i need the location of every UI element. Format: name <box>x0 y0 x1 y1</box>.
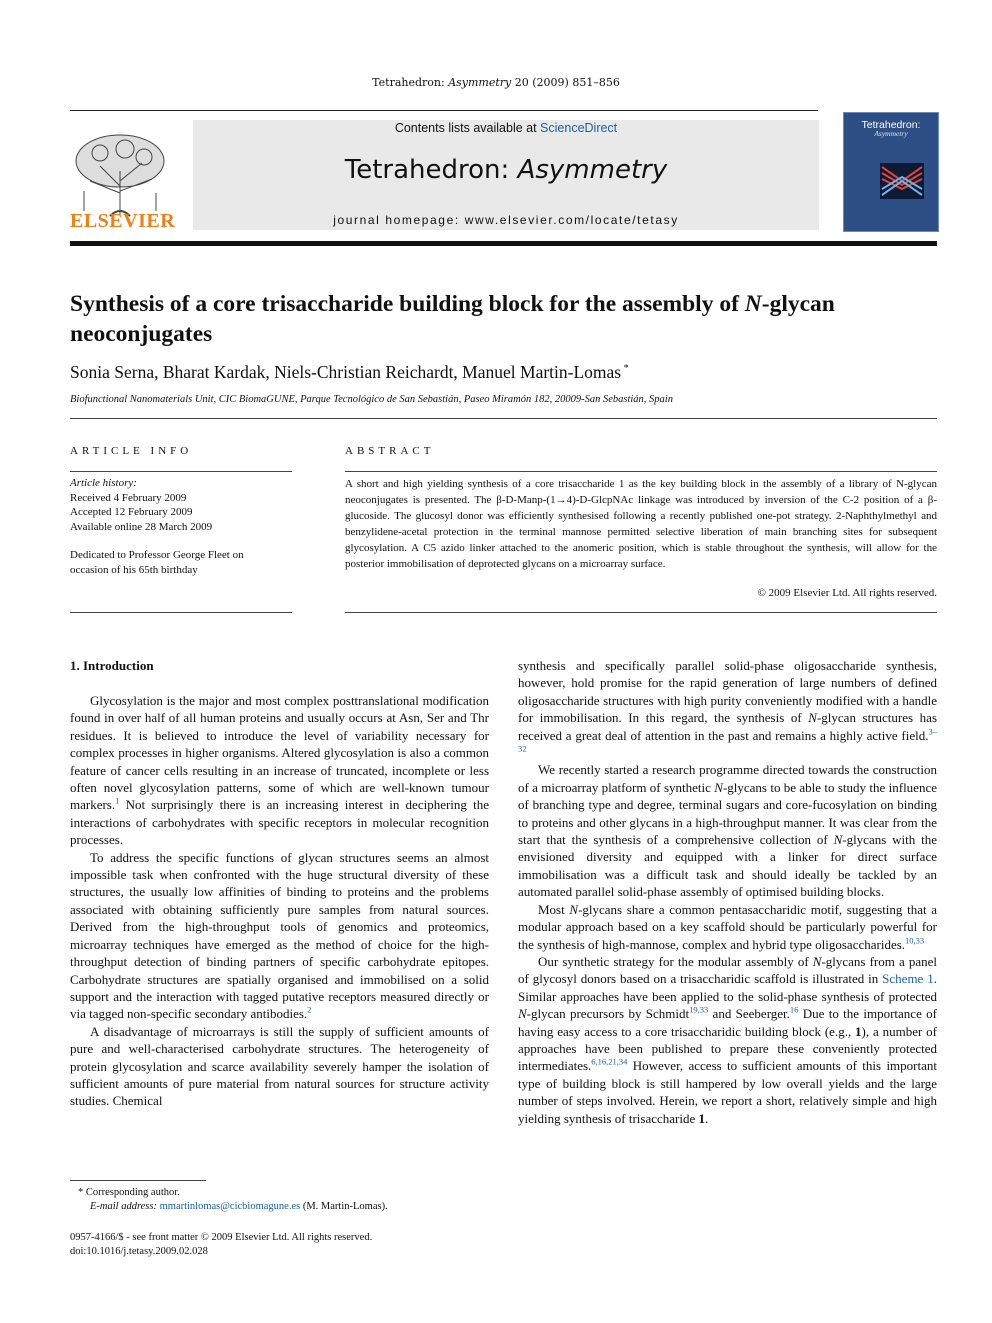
journal-name: Tetrahedron: Asymmetry <box>344 155 668 185</box>
paragraph: Most N-glycans share a common pentasaccharidic motif, suggesting that a modular approach based on a key scaffold should be particularly powerful for the synthesis of high-mannose, complex and hybrid type oligosaccharides.$^{10,33}$ <box>518 901 938 952</box>
sciencedirect-link[interactable]: ScienceDirect <box>540 121 618 135</box>
header-thick-rule <box>70 241 937 246</box>
body-column-right <box>518 657 937 1127</box>
doi-line[interactable]: doi:10.1016/j.tetasy.2009.02.028 <box>70 1246 208 1257</box>
reference-link[interactable]: 2 <box>307 1004 312 1015</box>
journal-homepage-link[interactable]: journal homepage: www.elsevier.com/locate/tetasy <box>333 213 679 227</box>
dedication: Dedicated to Professor George Fleet on <box>70 549 244 561</box>
paragraph: A disadvantage of microarrays is still the supply of sufficient amounts of pure and well-characterised carbohydrate structures. The heterogeneity of protein glycosylation and scarce availability severely hamper the isolation of sufficient amounts of pure material from natural sources for structure activity studies. Chemical <box>70 1023 489 1109</box>
reference-link[interactable]: 3–32 <box>518 726 937 754</box>
publisher-name: ELSEVIER <box>70 210 176 232</box>
contents-line: Contents lists available at ScienceDirect <box>394 121 618 135</box>
section-heading-introduction: 1. Introduction <box>70 658 154 673</box>
email-link[interactable]: mmartinlomas@cicbiomagune.es <box>159 1201 301 1212</box>
reference-link[interactable]: 6,16,21,34 <box>591 1057 628 1068</box>
paragraph: We recently started a research programme directed towards the construction of a microarray platform of synthetic N-glycans to be able to study the influence of branching type and degree, terminal sugars and core-fucosylation on binding to proteins and other glycans in a high-throughput manner. It was clear from the start that the synthesis of a comprehensive collection of N-glycans with the envisioned diversity and equipped with a linker for direct surface immobilisation was a difficult task and should ideally be tackled by an automated parallel solid-phase assembly of optimised building blocks. <box>518 762 937 900</box>
title-rule <box>70 418 937 419</box>
scheme-link[interactable]: Scheme 1 <box>882 971 934 987</box>
cover-subtitle: Asymmetry <box>874 129 908 138</box>
article-title: Synthesis of a core trisaccharide building block for the assembly of N-glycan neoconjugates <box>70 291 835 347</box>
footnote: * Corresponding author. E-mail address: mmartinlomas@cicbiomagune.es (M. Martin-Lomas). <box>78 1187 388 1212</box>
paragraph: Our synthetic strategy for the modular assembly of N-glycans from a panel of glycosyl donors based on a trisaccharidic scaffold is illustrated in Scheme 1. Similar approaches have been applied to the solid-phase synthesis of protected N-glycan precursors by Schmidt$^{19,33}$ and Seeberger.$^{16}$ Due to the importance of having easy access to a core trisaccharidic building block (e.g., 1), a number of approaches have been published to prepare these conveniently protected intermediates.$^{6,16,21,34}$ However, access to sufficient amounts of this important type of building block is still hampered by low overall yields and the large number of steps involved. Herein, we report a short, relatively simple and high yielding synthesis of trisaccharide 1. <box>518 953 937 1126</box>
body-column-left <box>70 692 489 1110</box>
journal-cover-image <box>843 112 939 232</box>
article-info-rule <box>70 471 292 472</box>
abstract-rule <box>345 471 937 472</box>
article-info-heading: ARTICLE INFO <box>70 445 193 457</box>
paragraph: Glycosylation is the major and most complex posttranslational modification found in over half of all human proteins and usually occurs at Asn, Ser and Thr residues. It is believed to introduce the level of variability necessary for complex processes in higher organisms. Altered glycosylation is also a common feature of cancer cells resulting in an increase of truncated, incomplete or less often novel glycosylation patterns, some of which are well-known tumour markers.$^1$ Not surprisingly there is an increasing interest in deciphering the interactions of carbohydrates with specific receptors in molecular recognition processes. <box>70 693 489 848</box>
paragraph: synthesis and specifically parallel solid-phase oligosaccharide synthesis, however, hold promise for the rapid generation of large numbers of defined oligosaccharide structures with high purity conveniently modified with a handle for immobilisation. In this regard, the synthesis of N-glycan structures has received a great deal of attention in the past and remains a highly active field.$^{3-32}$ <box>518 658 937 754</box>
front-matter <box>70 1231 489 1259</box>
affiliation: Biofunctional Nanomaterials Unit, CIC BiomaGUNE, Parque Tecnológico de San Sebastián, Paseo Miramón 182, 20009-San Sebastián, Spain <box>70 394 673 405</box>
abstract-text: A short and high yielding synthesis of a core trisaccharide 1 as the key building block in the assembly of a library of N-glycan neoconjugates is presented. The β-D-Manp-(1→4)-D-GlcpNAc linkage was introduced by inversion of the C-2 position of a β-glucoside. The glucosyl donor was efficiently synthesised following a recently published one-pot strategy. 2-Naphthylmethyl and benzylidene-acetal protection in the terminal mannose permitted selective liberation of main branching sites for subsequent glycosylation. A C5 azido linker attached to the anomeric position, which is stable throughout the synthesis, will allow for the posterior immobilisation of deprotected glycans on a microarray surface. <box>345 478 937 570</box>
issn-line: 0957-4166/$ - see front matter © 2009 Elsevier Ltd. All rights reserved. <box>70 1232 373 1243</box>
author-list: Sonia Serna, Bharat Kardak, Niels-Christian Reichardt, Manuel Martin-Lomas * <box>70 362 629 382</box>
journal-citation: Tetrahedron: Asymmetry 20 (2009) 851–856 <box>372 76 620 89</box>
reference-link[interactable]: 16 <box>789 1004 799 1015</box>
footnote-rule <box>70 1180 206 1181</box>
article-info-bottom-rule <box>70 612 292 613</box>
abstract-copyright: © 2009 Elsevier Ltd. All rights reserved. <box>757 587 937 599</box>
cover-title: Tetrahedron: <box>861 119 921 131</box>
abstract-bottom-rule <box>345 612 937 613</box>
article-history: Article history: Received 4 February 2009 Accepted 12 February 2009 Available online 28 March 2009 Dedicated to Professor George Fleet on occasion of his 65th birthday <box>70 476 292 577</box>
paragraph: To address the specific functions of glycan structures seems an almost impossible task when confronted with the huge structural diversity of these structures, the usually low affinities of binding to proteins and the problems associated with obtaining sufficiently pure samples from natural sources. Derived from the high-throughput tools of genomics and proteomics, microarray techniques have emerged as the method of choice for the high-throughput detection of binding partners of specific carbohydrate epitopes. Carbohydrate structures are spatially organised and immobilised on a solid support and the interaction with tagged putative receptors measured directly or via tagged non-specific secondary antibodies.$^2$ <box>70 849 489 1022</box>
abstract-heading: ABSTRACT <box>345 445 435 457</box>
reference-link[interactable]: 1 <box>115 796 120 807</box>
reference-link[interactable]: 10,33 <box>905 935 925 946</box>
cover-artwork <box>880 163 924 199</box>
header-rule <box>70 110 818 111</box>
reference-link[interactable]: 19,33 <box>689 1004 709 1015</box>
